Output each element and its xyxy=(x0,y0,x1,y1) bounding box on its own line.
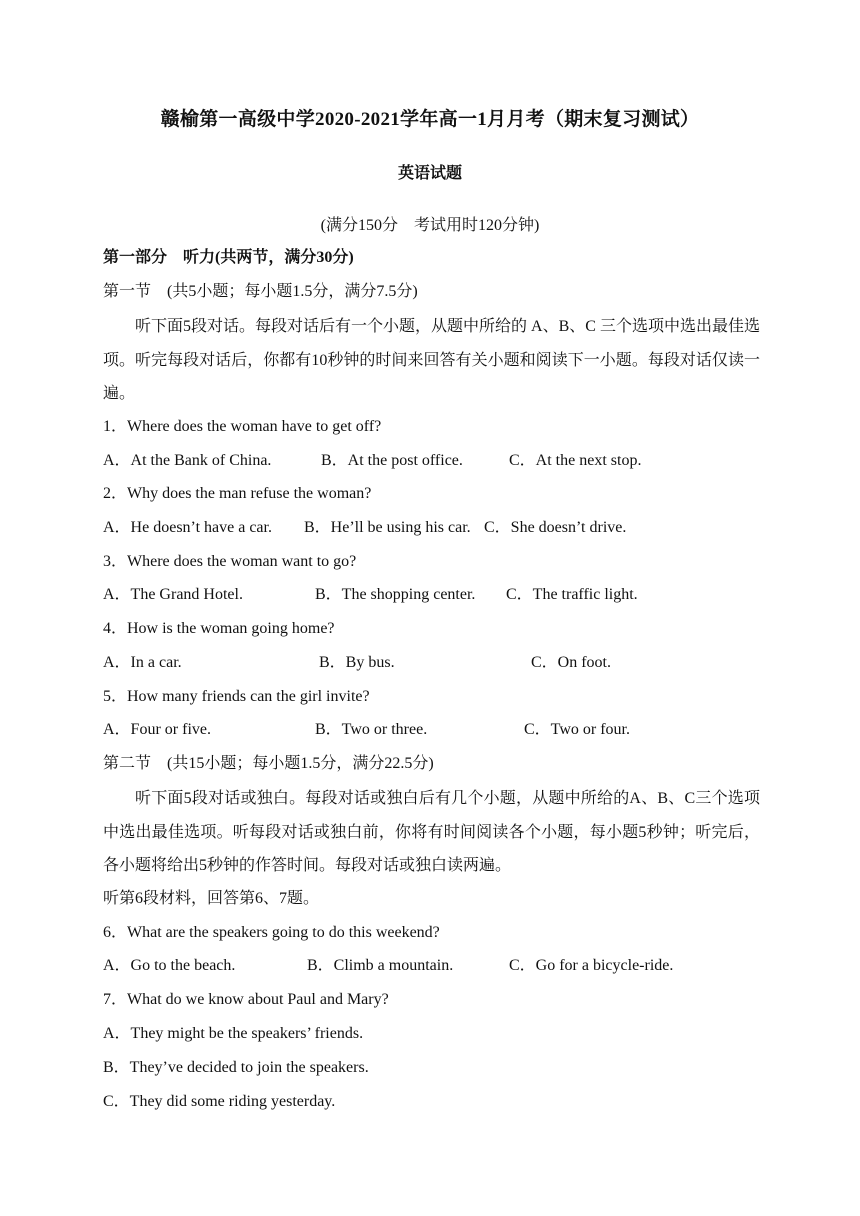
section2-instructions: 听下面5段对话或独白。每段对话或独白后有几个小题，从题中所给的A、B、C三个选项中选出最佳选项。听每段对话或独白前，你将有时间阅读各个小题，每小题5秒钟；听完后，各小题将给出5秒钟的作答时间。每段对话或独白读两遍。 xyxy=(103,790,760,875)
exam-meta: (满分150分 考试用时120分钟) xyxy=(320,217,540,234)
q2-option-b: B．He’ll be using his car. xyxy=(304,519,471,536)
q2-option-c: C．She doesn’t drive. xyxy=(484,519,627,536)
q7-option-a: A．They might be the speakers’ friends. xyxy=(103,1025,364,1042)
section2-heading: 第二节 (共15小题；每小题1.5分，满分22.5分) xyxy=(103,755,434,772)
question-5: 5．How many friends can the girl invite? xyxy=(103,688,370,705)
q7-option-b: B．They’ve decided to join the speakers. xyxy=(103,1059,369,1076)
question-3: 3．Where does the woman want to go? xyxy=(103,553,357,570)
q1-option-a: A．At the Bank of China. xyxy=(103,452,272,469)
q6-option-c: C．Go for a bicycle-ride. xyxy=(509,957,674,974)
question-2: 2．Why does the man refuse the woman? xyxy=(103,485,372,502)
q5-option-a: A．Four or five. xyxy=(103,721,211,738)
q6-option-b: B．Climb a mountain. xyxy=(307,957,454,974)
q2-option-a: A．He doesn’t have a car. xyxy=(103,519,272,536)
section1-instructions: 听下面5段对话。每段对话后有一个小题，从题中所给的 A、B、C 三个选项中选出最佳选项。听完每段对话后，你都有10秒钟的时间来回答有关小题和阅读下一小题。每段对话仅读一遍。 xyxy=(103,318,760,403)
q4-option-c: C．On foot. xyxy=(531,654,612,671)
section1-heading: 第一节 (共5小题；每小题1.5分，满分7.5分) xyxy=(103,283,418,300)
question-7: 7．What do we know about Paul and Mary? xyxy=(103,991,389,1008)
part1-heading: 第一部分 听力(共两节，满分30分) xyxy=(103,249,354,266)
q1-option-b: B．At the post office. xyxy=(321,452,463,469)
q7-option-c: C．They did some riding yesterday. xyxy=(103,1093,336,1110)
q6-option-a: A．Go to the beach. xyxy=(103,957,236,974)
material-6-instruction: 听第6段材料，回答第6、7题。 xyxy=(103,890,320,907)
q5-option-c: C．Two or four. xyxy=(524,721,630,738)
exam-title: 赣榆第一高级中学2020-2021学年高一1月月考（期末复习测试） xyxy=(160,109,700,130)
q3-option-c: C．The traffic light. xyxy=(506,586,638,603)
q3-option-a: A．The Grand Hotel. xyxy=(103,586,243,603)
question-6: 6．What are the speakers going to do this weekend? xyxy=(103,924,440,941)
question-4: 4．How is the woman going home? xyxy=(103,620,335,637)
q5-option-b: B．Two or three. xyxy=(315,721,428,738)
q1-option-c: C．At the next stop. xyxy=(509,452,642,469)
q3-option-b: B．The shopping center. xyxy=(315,586,476,603)
exam-subject: 英语试题 xyxy=(397,165,462,182)
q4-option-b: B．By bus. xyxy=(319,654,395,671)
q4-option-a: A．In a car. xyxy=(103,654,182,671)
question-1: 1．Where does the woman have to get off? xyxy=(103,418,382,435)
